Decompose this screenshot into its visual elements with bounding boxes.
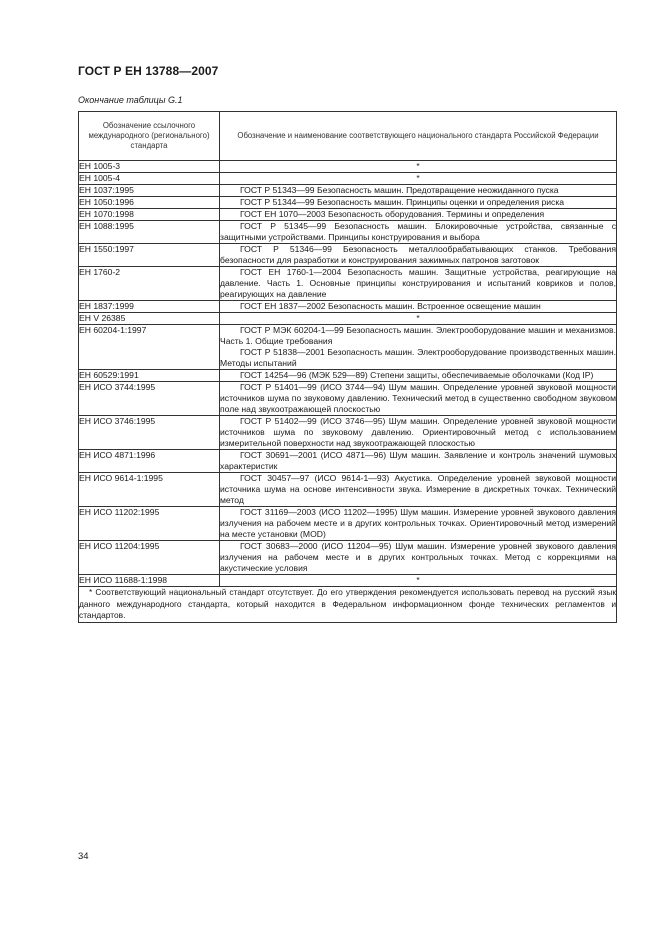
international-standard-code: ЕН 1550:1997 bbox=[79, 244, 220, 267]
international-standard-code: ЕН 60204-1:1997 bbox=[79, 325, 220, 370]
table-row bbox=[79, 382, 617, 416]
table-row bbox=[79, 507, 617, 541]
table-row bbox=[79, 267, 617, 301]
international-standard-code: ЕН 60529:1991 bbox=[79, 370, 220, 382]
national-standard-entry: ГОСТ 31169—2003 (ИСО 11202—1995) Шум машин. Измерение уровней звукового давления излучения на рабочем месте и в других контрольных точках. Ориентировочный метод измерений на месте установки (MOD) bbox=[220, 507, 616, 539]
national-standard-cell bbox=[220, 209, 617, 221]
international-standard-code: ЕН 1088:1995 bbox=[79, 221, 220, 244]
international-standard-code: ЕН ИСО 4871:1996 bbox=[79, 450, 220, 473]
international-standard-code: ЕН 1760-2 bbox=[79, 267, 220, 301]
national-standard-cell bbox=[220, 267, 617, 301]
national-standard-cell bbox=[220, 244, 617, 267]
document-title: ГОСТ Р ЕН 13788—2007 bbox=[78, 64, 219, 78]
international-standard-code: ЕН 1050:1996 bbox=[79, 197, 220, 209]
national-standard-entry: ГОСТ Р 51343—99 Безопасность машин. Предотвращение неожиданного пуска bbox=[240, 185, 559, 195]
national-standard-entry: ГОСТ Р 51345—99 Безопасность машин. Блокировочные устройства, связанные с защитными устройствами. Принципы конструирования и выбора bbox=[220, 221, 616, 242]
no-national-equivalent-marker: * bbox=[220, 313, 617, 325]
table-row bbox=[79, 450, 617, 473]
table-row bbox=[79, 244, 617, 267]
international-standard-code: ЕН ИСО 11204:1995 bbox=[79, 541, 220, 575]
table-row bbox=[79, 173, 617, 185]
national-standard-cell bbox=[220, 221, 617, 244]
national-standard-entry: ГОСТ Р 51402—99 (ИСО 3746—95) Шум машин. Определение уровней звуковой мощности источников шума по звуковому давлению. Ориентировочный метод с использованием измерительной поверхности над звукоотражающей плоскостью bbox=[220, 416, 616, 448]
no-national-equivalent-marker: * bbox=[220, 173, 617, 185]
column-header-international-standard: Обозначение ссылочного международного (регионального) стандарта bbox=[79, 112, 220, 161]
national-standard-entry: ГОСТ Р 51344—99 Безопасность машин. Принципы оценки и определения риска bbox=[240, 197, 565, 207]
table-row bbox=[79, 221, 617, 244]
table-caption: Окончание таблицы G.1 bbox=[78, 95, 183, 105]
table-row bbox=[79, 473, 617, 507]
column-header-national-standard: Обозначение и наименование соответствующего национального стандарта Российской Федерации bbox=[220, 112, 617, 161]
national-standard-entry: ГОСТ 30457—97 (ИСО 9614-1—93) Акустика. Определение уровней звуковой мощности источника шума на основе интенсивности звука. Измерение в дискретных точках. Технический метод bbox=[220, 473, 616, 505]
footnote-text: Соответствующий национальный стандарт отсутствует. До его утверждения рекомендуется использовать перевод на русский язык данного международного стандарта, который находится в Федеральном информационном фонде технических регламентов и стандартов. bbox=[79, 587, 617, 620]
footnote-cell bbox=[79, 587, 617, 623]
national-standard-entry: ГОСТ Р МЭК 60204-1—99 Безопасность машин. Электрооборудование машин и механизмов. Часть 1. Общие требования bbox=[220, 325, 616, 346]
national-standard-cell bbox=[220, 325, 617, 370]
national-standard-entry: ГОСТ 30683—2000 (ИСО 11204—95) Шум машин. Измерение уровней звукового давления излучения на рабочем месте и в других контрольных точках. Метод с коррекциями на акустические условия bbox=[220, 541, 616, 573]
national-standard-cell bbox=[220, 301, 617, 313]
national-standard-entry: ГОСТ ЕН 1070—2003 Безопасность оборудования. Термины и определения bbox=[240, 209, 545, 219]
national-standard-entry: ГОСТ Р 51346—99 Безопасность металлообрабатывающих станков. Требования безопасности для разработки и конструирования зажимных патронов заготовок bbox=[220, 244, 616, 265]
national-standard-entry: ГОСТ Р 51838—2001 Безопасность машин. Электрооборудование производственных машин. Методы испытаний bbox=[220, 347, 616, 368]
no-national-equivalent-marker: * bbox=[220, 575, 617, 587]
international-standard-code: ЕН 1005-3 bbox=[79, 161, 220, 173]
footnote-marker: * bbox=[89, 587, 93, 597]
table-row bbox=[79, 197, 617, 209]
national-standard-cell bbox=[220, 473, 617, 507]
national-standard-cell bbox=[220, 507, 617, 541]
standards-table bbox=[78, 111, 617, 623]
national-standard-cell bbox=[220, 416, 617, 450]
table-header-row bbox=[79, 112, 617, 161]
national-standard-cell bbox=[220, 382, 617, 416]
table-row bbox=[79, 575, 617, 587]
footnote-row bbox=[79, 587, 617, 623]
table-row bbox=[79, 209, 617, 221]
national-standard-cell bbox=[220, 370, 617, 382]
page-number: 34 bbox=[78, 851, 89, 862]
national-standard-entry: ГОСТ 30691—2001 (ИСО 4871—96) Шум машин. Заявление и контроль значений шумовых характеристик bbox=[220, 450, 616, 471]
national-standard-entry: ГОСТ ЕН 1837—2002 Безопасность машин. Встроенное освещение машин bbox=[240, 301, 541, 311]
international-standard-code: ЕН 1037:1995 bbox=[79, 185, 220, 197]
table-row bbox=[79, 370, 617, 382]
table-row bbox=[79, 161, 617, 173]
international-standard-code: ЕН ИСО 11202:1995 bbox=[79, 507, 220, 541]
table-row bbox=[79, 313, 617, 325]
table-row bbox=[79, 325, 617, 370]
table-row bbox=[79, 541, 617, 575]
international-standard-code: ЕН ИСО 3744:1995 bbox=[79, 382, 220, 416]
international-standard-code: ЕН V 26385 bbox=[79, 313, 220, 325]
international-standard-code: ЕН 1005-4 bbox=[79, 173, 220, 185]
national-standard-cell bbox=[220, 185, 617, 197]
national-standard-cell bbox=[220, 541, 617, 575]
national-standard-entry: ГОСТ 14254—96 (МЭК 529—89) Степени защиты, обеспечиваемые оболочками (Код IP) bbox=[240, 370, 594, 380]
table-row bbox=[79, 185, 617, 197]
international-standard-code: ЕН ИСО 11688-1:1998 bbox=[79, 575, 220, 587]
international-standard-code: ЕН 1070:1998 bbox=[79, 209, 220, 221]
national-standard-cell bbox=[220, 450, 617, 473]
table-row bbox=[79, 416, 617, 450]
national-standard-cell bbox=[220, 197, 617, 209]
international-standard-code: ЕН ИСО 9614-1:1995 bbox=[79, 473, 220, 507]
international-standard-code: ЕН 1837:1999 bbox=[79, 301, 220, 313]
national-standard-entry: ГОСТ Р 51401—99 (ИСО 3744—94) Шум машин. Определение уровней звуковой мощности источников шума по звуковому давлению. Технический метод в существенно свободном звуковом поле над звукоотражающей плоскостью bbox=[220, 382, 616, 414]
international-standard-code: ЕН ИСО 3746:1995 bbox=[79, 416, 220, 450]
table-row bbox=[79, 301, 617, 313]
no-national-equivalent-marker: * bbox=[220, 161, 617, 173]
national-standard-entry: ГОСТ ЕН 1760-1—2004 Безопасность машин. Защитные устройства, реагирующие на давление. Часть 1. Основные принципы конструирования и испытаний ковриков и полов, реагирующих на давление bbox=[220, 267, 616, 299]
